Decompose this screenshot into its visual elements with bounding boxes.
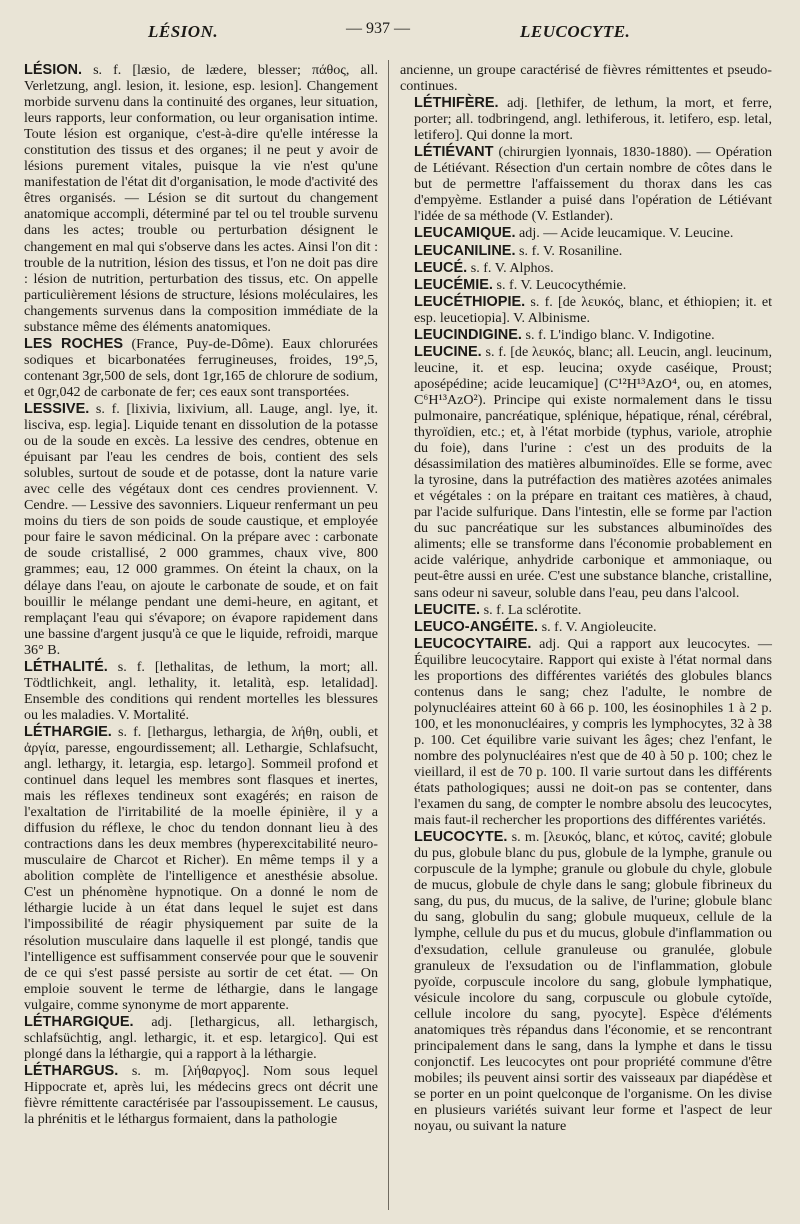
dictionary-entry — [400, 62, 772, 94]
entry-definition: s. f. V. Angioleucite. — [541, 618, 657, 635]
entry-headword: LÉTHARGIE. — [24, 723, 112, 740]
dictionary-entry — [414, 602, 772, 618]
entry-headword: LEUCAMIQUE. — [414, 225, 516, 242]
entry-definition: s. f. V. Alphos. — [470, 259, 554, 276]
entry-headword: LEUCANILINE. — [414, 242, 516, 259]
dictionary-entry — [414, 294, 772, 326]
running-header — [0, 14, 800, 42]
dictionary-entry — [24, 1014, 378, 1062]
entry-headword: LES ROCHES — [24, 335, 124, 352]
entry-headword: LEUCOCYTE. — [414, 829, 508, 846]
entry-headword: LEUCOCYTAIRE. — [414, 635, 532, 652]
dictionary-entry — [24, 724, 378, 1013]
column-divider — [388, 60, 389, 1210]
entry-headword: LESSIVE. — [24, 400, 90, 417]
entry-headword: LEUCÉMIE. — [414, 276, 493, 293]
entry-headword: LÉTHIFÈRE. — [414, 95, 499, 112]
dictionary-entry — [414, 277, 772, 293]
entry-definition: adj. [lethargicus, all. lethargisch, schlafsüchtig, angl. lethargic, it. et esp. letargico]. Qui est plongé dans la léthargie, qui a rapport à la léthargie. — [24, 1013, 378, 1062]
entry-headword: LÉTHARGUS. — [24, 1062, 119, 1079]
entry-headword: LEUCÉTHIOPIE. — [414, 293, 526, 310]
dictionary-entry — [414, 144, 772, 224]
entry-headword: LEUCINDIGINE. — [414, 326, 522, 343]
dictionary-entry — [414, 344, 772, 601]
entry-headword: LEUCO-ANGÉITE. — [414, 618, 539, 635]
page-number: — 937 — — [346, 20, 410, 37]
dictionary-entry — [414, 225, 772, 241]
entry-definition: s. m. [λήθαργος]. Nom sous lequel Hippocrate et, après lui, les médecins grecs ont décrit une fièvre rémittente caractérisée par l'assoupissement. Le causus, la phrénitis et le léthargus formaient, dans la pathologie — [24, 1062, 378, 1128]
entry-definition: s. f. L'indigo blanc. V. Indigotine. — [525, 326, 715, 343]
entry-headword: LÉTHARGIQUE. — [24, 1013, 134, 1030]
dictionary-entry — [24, 1063, 378, 1127]
dictionary-entry — [414, 95, 772, 143]
dictionary-entry — [414, 260, 772, 276]
dictionary-entry — [414, 243, 772, 259]
dictionary-entry — [24, 659, 378, 723]
left-column — [10, 62, 378, 1128]
entry-definition: s. f. [lethalitas, de lethum, la mort; all. Tödtlichkeit, angl. lethality, it. letalità, esp. letalidad]. Ensemble des conditions qui rendent mortelles les blessures ou les maladies. V. Mortalité. — [24, 658, 378, 723]
entry-headword: LÉTHALITÉ. — [24, 658, 108, 675]
entry-headword: LEUCÉ. — [414, 259, 468, 276]
entry-definition: (chirurgien lyonnais, 1830-1880). — Opération de Létiévant. Résection d'un certain nombre de côtes dans le but de permettre l'affaissement du thorax dans les cas d'empyème. Estlander a puisé dans l'opération de Létiévant l'idée de sa méthode (V. Estlander). — [414, 144, 772, 225]
entry-definition: s. f. [læsio, de lædere, blesser; πάθος, all. Verletzung, angl. lesion, it. lesione, esp. lesion]. Changement morbide survenu dans la continuité des organes, leur situation, leurs rapports, leur conformation, ou leur organisation intime. Toute lésion est organique, c'est-à-dire qu'elle intéresse la constitution des tissus et des organes; il ne peut y avoir de lésions purement vitales, puisque la vie n'est qu'une manifestation de l'état dit d'organisation, le mode d'activité des êtres organisés. — Lésion se dit surtout du changement anatomique accompli, déterminé par tel ou tel trouble survenu dans les actes; trouble ou perturbation désignent le changement en mal qui s'observe dans les actes. Ainsi l'on dit : trouble de la nutrition, lésion des tissus, et l'on ne doit pas dire : lésion de nutrition, perturbation des tissus, etc. On appelle particulièrement lésions de structure, lésions moléculaires, les changements survenus dans la composition immédiate de la substance même des éléments anatomiques. — [24, 62, 378, 335]
entry-definition: s. f. [lixivia, lixivium, all. Lauge, angl. lye, it. lisciva, esp. legia]. Liquide tenant en dissolution de la potasse ou de la soude en excès. La lessive des cendres, obtenue en épuisant par l'eau les cendres de bois, contient des sels solubles, surtout de soude et de potasse, dont la nature varie avec celle des végétaux dont ces cendres proviennent. V. Cendre. — Lessive des savonniers. Liqueur renfermant un peu moins du tiers de son poids de soude caustique, et employée pour faire le savon médicinal. On la prépare avec : carbonate de soude cristallisé, 2 000 grammes, chaux vive, 800 grammes; eau, 12 000 grammes. On éteint la chaux, on la délaye dans l'eau, on ajoute le carbonate de soude, et on fait bouillir le mélange pendant une demi-heure, en agitant, et remplaçant l'eau qui s'évapore; on évapore rapidement dans une bassine d'argent jusqu'à ce que le liquide, refroidi, marque 36° B. — [24, 400, 378, 658]
entry-definition: adj. — Acide leucamique. V. Leucine. — [519, 225, 734, 242]
entry-definition: s. f. [lethargus, lethargia, de λήθη, oubli, et ἀργία, paresse, engourdissement; all. Lethargie, Schlafsucht, angl. lethargy, it. letargia, esp. letargo]. Sommeil profond et continuel dans lequel les membres sont flasques et inertes, mais les réflexes tendineux sont exagérés; en raison de l'exaltation de l'irritabilité de la moelle épinière, il y a diffusion du réflexe, le choc du tendon donnant lieu à des contractions dans les deux membres (hyperexcitabilité neuro-musculaire de Charcot et Richer). En même temps il y a abolition complète de l'intelligence et anesthésie absolue. C'est un phénomène hypnotique. On a donné le nom de léthargie lucide à un état dans lequel le sujet est dans l'impossibilité de réagir physiquement par suite de la résolution musculaire dans laquelle il est plongé, tandis que l'intelligence est suffisamment conservée pour que le souvenir de ce qui s'est passé persiste au sortir de cet état. — On emploie souvent le terme de léthargie, dans le langage vulgaire, comme synonyme de mort apparente. — [24, 723, 378, 1013]
dictionary-entry — [414, 327, 772, 343]
entry-definition: ancienne, un groupe caractérisé de fièvres rémittentes et pseudo-continues. — [400, 62, 772, 95]
dictionary-entry — [414, 619, 772, 635]
entry-headword: LEUCITE. — [414, 601, 481, 618]
entry-definition: s. f. V. Rosaniline. — [519, 242, 623, 259]
entry-headword: LEUCINE. — [414, 343, 482, 360]
dictionary-entry — [24, 336, 378, 400]
entry-headword: LÉTIÉVANT — [414, 144, 494, 161]
dictionary-entry — [24, 62, 378, 335]
entry-definition: s. f. [de λευκός, blanc; all. Leucin, angl. leucinum, leucine, it. et esp. leucina; oxyde caséique, Proust; aposépédine; acide leucamique] (C¹²H¹³AzO⁴, ou, en atomes, C⁶H¹³AzO²). Principe qui existe normalement dans le tissu pulmonaire, pancréatique, splénique, hépatique, rénal, cérébral, thyroïdien, etc.; et, à l'état morbide (typhus, variole, atrophie du foie), dans l'urine : c'est un des produits de la désassimilation des matières albuminoïdes. Elle se forme, avec la tyrosine, dans la putréfaction des matières azotées animales et végétales : on la prépare en traitant ces matières, à chaud, par l'acide sulfurique. Dans l'intestin, elle se forme par l'action du suc pancréatique sur les substances albuminoïdes des aliments; elle se transforme dans l'économie probablement en acide valérique, anhydride carbonique et ammoniaque, ou peut-être aussi en urée. C'est une substance blanche, cristalline, sans odeur ni saveur, soluble dans l'eau, peu dans l'alcool. — [414, 343, 772, 601]
entry-definition: s. m. [λευκός, blanc, et κύτος, cavité; globule du pus, globule blanc du pus, globule de la lymphe, granule ou corpuscule de la lymphe; granule ou globule du chyle, globule de mucus, globule de chyle dans le sang; globule fibrineux du sang, du pus, du mucus, de la salive, de l'urine; globule blanc du sang, globulin du sang; globule muqueux, cellule de la lymphe, cellule du pus et du mucus, globule d'inflammation ou d'exsudation, cellule granuleuse ou granulée, globule granuleux de l'exsudation ou de l'inflammation, globule pyoïde, corpuscule incolore du sang, globule lymphatique, vésicule incolore du sang, corpuscule ou globule cytoïde, cellule incolore du sang, pyocyte]. Espèce d'éléments anatomiques très répandus dans l'économie, et se rencontrant principalement dans le sang, dans la lymphe et dans le tissu conjonctif. Les leucocytes ont pour propriété commune d'être mobiles; ils peuvent ainsi sortir des vaisseaux par diapédèse et se porter en un point quelconque de l'organisme. On les divise en plusieurs variétés suivant leur forme et l'aspect de leur noyau, ou suivant la nature — [414, 829, 772, 1135]
entry-definition: adj. [lethifer, de lethum, la mort, et ferre, porter; all. todbringend, angl. lethiferous, it. letifero, esp. letal, letifero]. Qui donne la mort. — [414, 95, 772, 144]
header-right-guideword: LEUCOCYTE. — [520, 22, 631, 41]
entry-definition: s. f. [de λευκός, blanc, et éthiopien; it. et esp. leucetiopia]. V. Albinisme. — [414, 293, 772, 326]
right-column — [400, 62, 772, 1135]
dictionary-entry — [24, 401, 378, 658]
header-left-guideword: LÉSION. — [148, 22, 219, 41]
entry-headword: LÉSION. — [24, 62, 83, 78]
dictionary-entry — [414, 636, 772, 829]
entry-definition: (France, Puy-de-Dôme). Eaux chlorurées sodiques et bicarbonatées ferrugineuses, froides, 19°,5, contenant 3gr,500 de sels, dont 1gr,165 de chlorure de sodium, et 0gr,042 de carbonate de fer; ces eaux sont transportées. — [24, 335, 378, 400]
entry-definition: adj. Qui a rapport aux leucocytes. — Équilibre leucocytaire. Rapport qui existe à l'état normal dans les proportions des différentes variétés des globules blancs contenus dans le sang; chez l'adulte, le nombre de polynucléaires atteint 60 à 66 p. 100, les éosinophiles 1 à 2 p. 100, et les mononucléaires, y compris les lymphocytes, 32 à 38 p. 100. Cet équilibre varie suivant les âges; chez l'enfant, le nombre des polynucléaires n'est que de 40 à 50 p. 100; chez le vieillard, il est de 70 p. 100. Il varie surtout dans les différents états pathologiques; aussi ne doit-on pas se contenter, dans l'examen du sang, de compter le nombre absolu des leucocytes, mais faut-il rechercher les proportions des différentes variétés. — [414, 635, 772, 829]
entry-definition: s. f. La sclérotite. — [483, 601, 582, 618]
entry-definition: s. f. V. Leucocythémie. — [496, 276, 627, 293]
dictionary-entry — [414, 829, 772, 1134]
